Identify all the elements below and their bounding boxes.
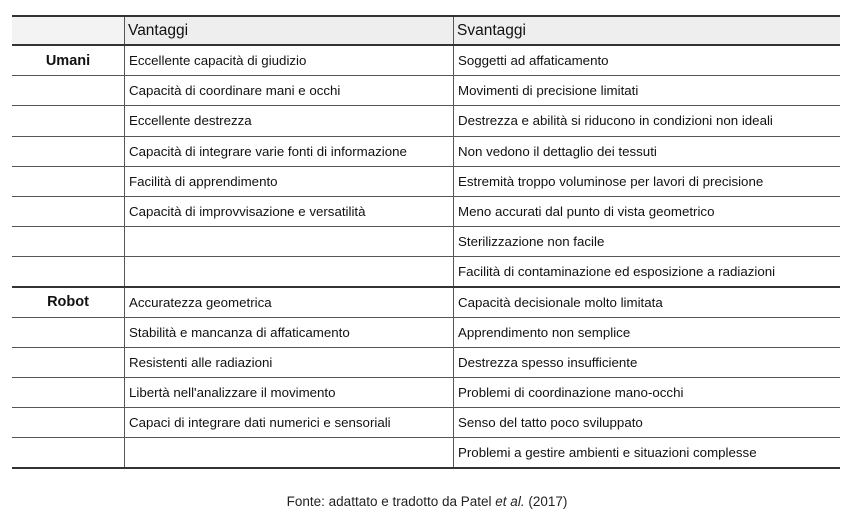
table-row xyxy=(12,137,840,167)
table-row xyxy=(12,378,840,408)
cell-vantaggio: Capacità di coordinare mani e occhi xyxy=(125,76,454,105)
group-label-empty xyxy=(12,227,125,256)
cell-svantaggio: Facilità di contaminazione ed esposizione a radiazioni xyxy=(458,263,776,279)
cell-svantaggio: Sterilizzazione non facile xyxy=(458,234,605,250)
table-row xyxy=(12,106,840,136)
group-label-empty xyxy=(12,257,125,285)
table-row xyxy=(12,408,840,438)
cell-svantaggio: Senso del tatto poco sviluppato xyxy=(458,415,643,431)
cell-vantaggio: Capacità di integrare varie fonti di informazione xyxy=(125,137,454,166)
cell-svantaggio: Problemi di coordinazione mano-occhi xyxy=(458,385,684,401)
header-cell-vantaggi: Vantaggi xyxy=(125,17,454,44)
cell-svantaggio: Destrezza e abilità si riducono in condizioni non ideali xyxy=(458,113,773,129)
group-label-empty xyxy=(12,106,125,135)
cell-vantaggio: Resistenti alle radiazioni xyxy=(125,348,454,377)
cell-svantaggio: Destrezza spesso insufficiente xyxy=(458,354,638,370)
cell-vantaggio xyxy=(125,227,454,256)
group-label-empty xyxy=(12,408,125,437)
table-body xyxy=(12,46,840,469)
cell-vantaggio xyxy=(125,257,454,285)
table-row xyxy=(12,227,840,257)
header-cell-empty xyxy=(12,17,125,44)
group-label-empty xyxy=(12,318,125,347)
header-cell-svantaggi: Svantaggi xyxy=(457,21,526,39)
cell-svantaggio: Movimenti di precisione limitati xyxy=(458,83,639,99)
cell-svantaggio: Problemi a gestire ambienti e situazioni complesse xyxy=(458,445,757,461)
cell-svantaggio: Soggetti ad affaticamento xyxy=(458,53,609,69)
table-row xyxy=(12,318,840,348)
table-row xyxy=(12,438,840,468)
caption-suffix: (2017) xyxy=(524,494,568,509)
group-label: Robot xyxy=(12,288,125,317)
group-label-empty xyxy=(12,137,125,166)
cell-svantaggio: Estremità troppo voluminose per lavori di precisione xyxy=(458,173,764,189)
cell-vantaggio: Eccellente destrezza xyxy=(125,106,454,135)
table-header-row xyxy=(12,15,840,46)
cell-vantaggio: Facilità di apprendimento xyxy=(125,167,454,196)
cell-vantaggio: Accuratezza geometrica xyxy=(125,288,454,317)
table-row xyxy=(12,348,840,378)
group-label-empty xyxy=(12,167,125,196)
source-caption xyxy=(0,494,854,509)
cell-svantaggio: Apprendimento non semplice xyxy=(458,324,631,340)
table-row xyxy=(12,257,840,287)
table-row xyxy=(12,46,840,76)
cell-vantaggio: Libertà nell'analizzare il movimento xyxy=(125,378,454,407)
cell-svantaggio: Non vedono il dettaglio dei tessuti xyxy=(458,143,657,159)
group-label-empty xyxy=(12,378,125,407)
group-label-empty xyxy=(12,197,125,226)
group-label-empty xyxy=(12,348,125,377)
table-row xyxy=(12,288,840,318)
group-label-empty xyxy=(12,438,125,466)
table-row xyxy=(12,76,840,106)
cell-vantaggio: Stabilità e mancanza di affaticamento xyxy=(125,318,454,347)
comparison-table xyxy=(12,15,840,469)
table-row xyxy=(12,197,840,227)
cell-vantaggio: Eccellente capacità di giudizio xyxy=(125,46,454,75)
group-label-empty xyxy=(12,76,125,105)
cell-svantaggio: Meno accurati dal punto di vista geometrico xyxy=(458,204,715,220)
cell-vantaggio xyxy=(125,438,454,466)
cell-svantaggio: Capacità decisionale molto limitata xyxy=(458,294,663,310)
group-label: Umani xyxy=(12,46,125,75)
caption-prefix: Fonte: adattato e tradotto da Patel xyxy=(286,494,496,509)
cell-vantaggio: Capaci di integrare dati numerici e sensoriali xyxy=(125,408,454,437)
table-row xyxy=(12,167,840,197)
cell-vantaggio: Capacità di improvvisazione e versatilità xyxy=(125,197,454,226)
caption-italic: et al. xyxy=(495,494,525,509)
